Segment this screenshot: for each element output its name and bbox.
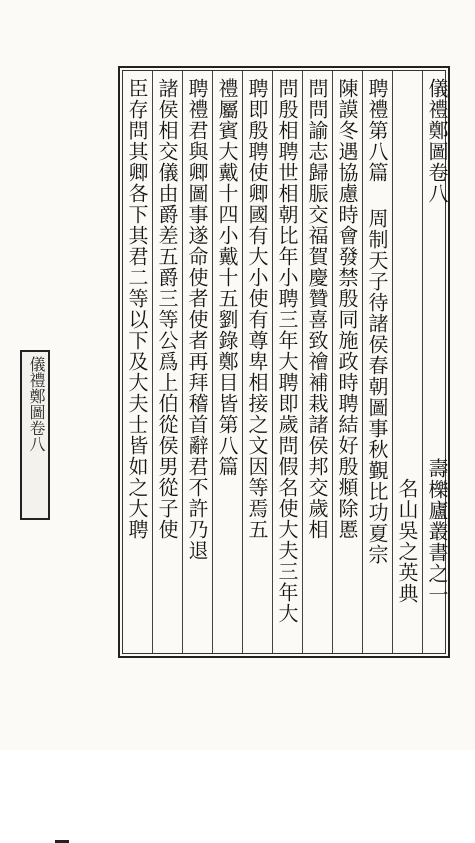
book-spine [20,350,50,520]
text-column: 聘即殷聘使卿國有大小使有尊卑相接之文因等焉五 [245,78,269,540]
text-column: 問問諭志歸脤交福賀慶贊喜致禬補栽諸侯邦交歲相 [305,78,329,540]
text-column: 聘禮第八篇 周制天子待諸侯春朝圖事秋覲比功夏宗 [365,78,389,565]
text-column-title: 儀禮鄭圖卷八 [425,78,449,204]
text-column: 臣存問其卿各下其君二等以下及大夫士皆如之大聘 [125,78,149,540]
spine-label: 儀禮鄭圖卷八 [27,356,46,452]
text-column: 聘禮君與卿圖事遂命使者使者再拜稽首辭君不許乃退 [185,78,209,561]
text-column: 禮屬賓大戴十四小戴十五劉錄鄭目皆第八篇 [215,78,239,477]
text-column: 陳謨冬遇協慮時會發禁殷同施政時聘結好殷頫除慝 [335,78,359,540]
series-title: 壽櫟廬叢書之一 [425,458,449,605]
text-column: 問殷相聘世相朝比年小聘三年大聘即歲問假名使大夫三年大 [275,78,299,624]
author-line: 名山吳之英典 [395,478,419,604]
text-column: 諸侯相交儀由爵差五爵三等公爲上伯從侯男從子使 [155,78,179,540]
